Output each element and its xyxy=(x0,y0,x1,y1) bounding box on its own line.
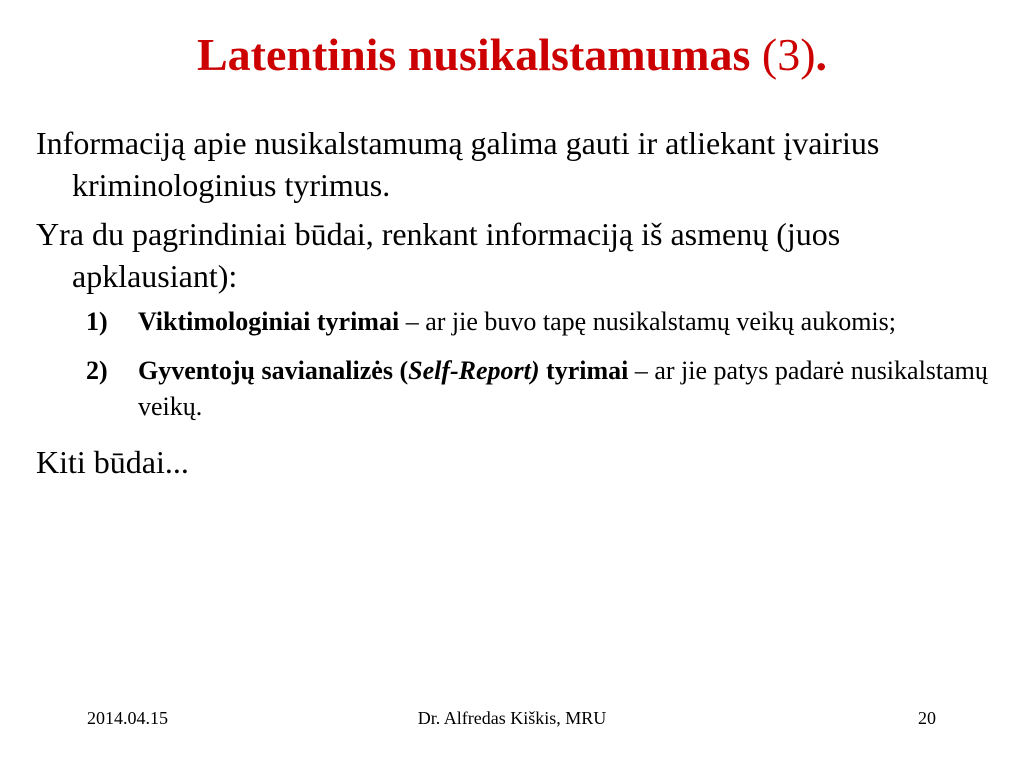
title-period: . xyxy=(815,29,828,80)
method-term-italic: Self-Report) xyxy=(408,356,540,385)
title-main: Latentinis nusikalstamumas xyxy=(196,29,751,80)
footer-date: 2014.04.15 xyxy=(87,708,168,728)
list-number: 2) xyxy=(86,356,108,385)
list-item-self-report xyxy=(36,353,996,425)
list-number: 1) xyxy=(86,307,108,336)
paragraph-other-methods: Kiti būdai... xyxy=(36,444,189,480)
slide-body xyxy=(36,122,996,490)
footer-author: Dr. Alfredas Kiškis, MRU xyxy=(417,708,607,728)
title-suffix: (3) xyxy=(750,29,816,80)
method-term-start: Gyventojų savianalizės ( xyxy=(138,356,409,385)
method-description: – ar jie patys padarė nusikalstamų veikų. xyxy=(138,356,988,421)
method-description: – ar jie buvo tapę nusikalstamų veikų aukomis; xyxy=(399,307,896,336)
slide-title xyxy=(0,27,1024,83)
methods-list xyxy=(36,304,996,425)
footer-page-number: 20 xyxy=(918,708,936,728)
paragraph-info-sources: Informaciją apie nusikalstamumą galima gauti ir atliekant įvairius kriminologinius tyrimus. xyxy=(36,125,880,203)
method-term-end: tyrimai xyxy=(539,356,629,385)
paragraph-main-methods: Yra du pagrindiniai būdai, renkant informaciją iš asmenų (juos apklausiant): xyxy=(36,216,841,294)
list-item-victimology xyxy=(36,304,996,340)
method-term: Viktimologiniai tyrimai xyxy=(138,307,400,336)
